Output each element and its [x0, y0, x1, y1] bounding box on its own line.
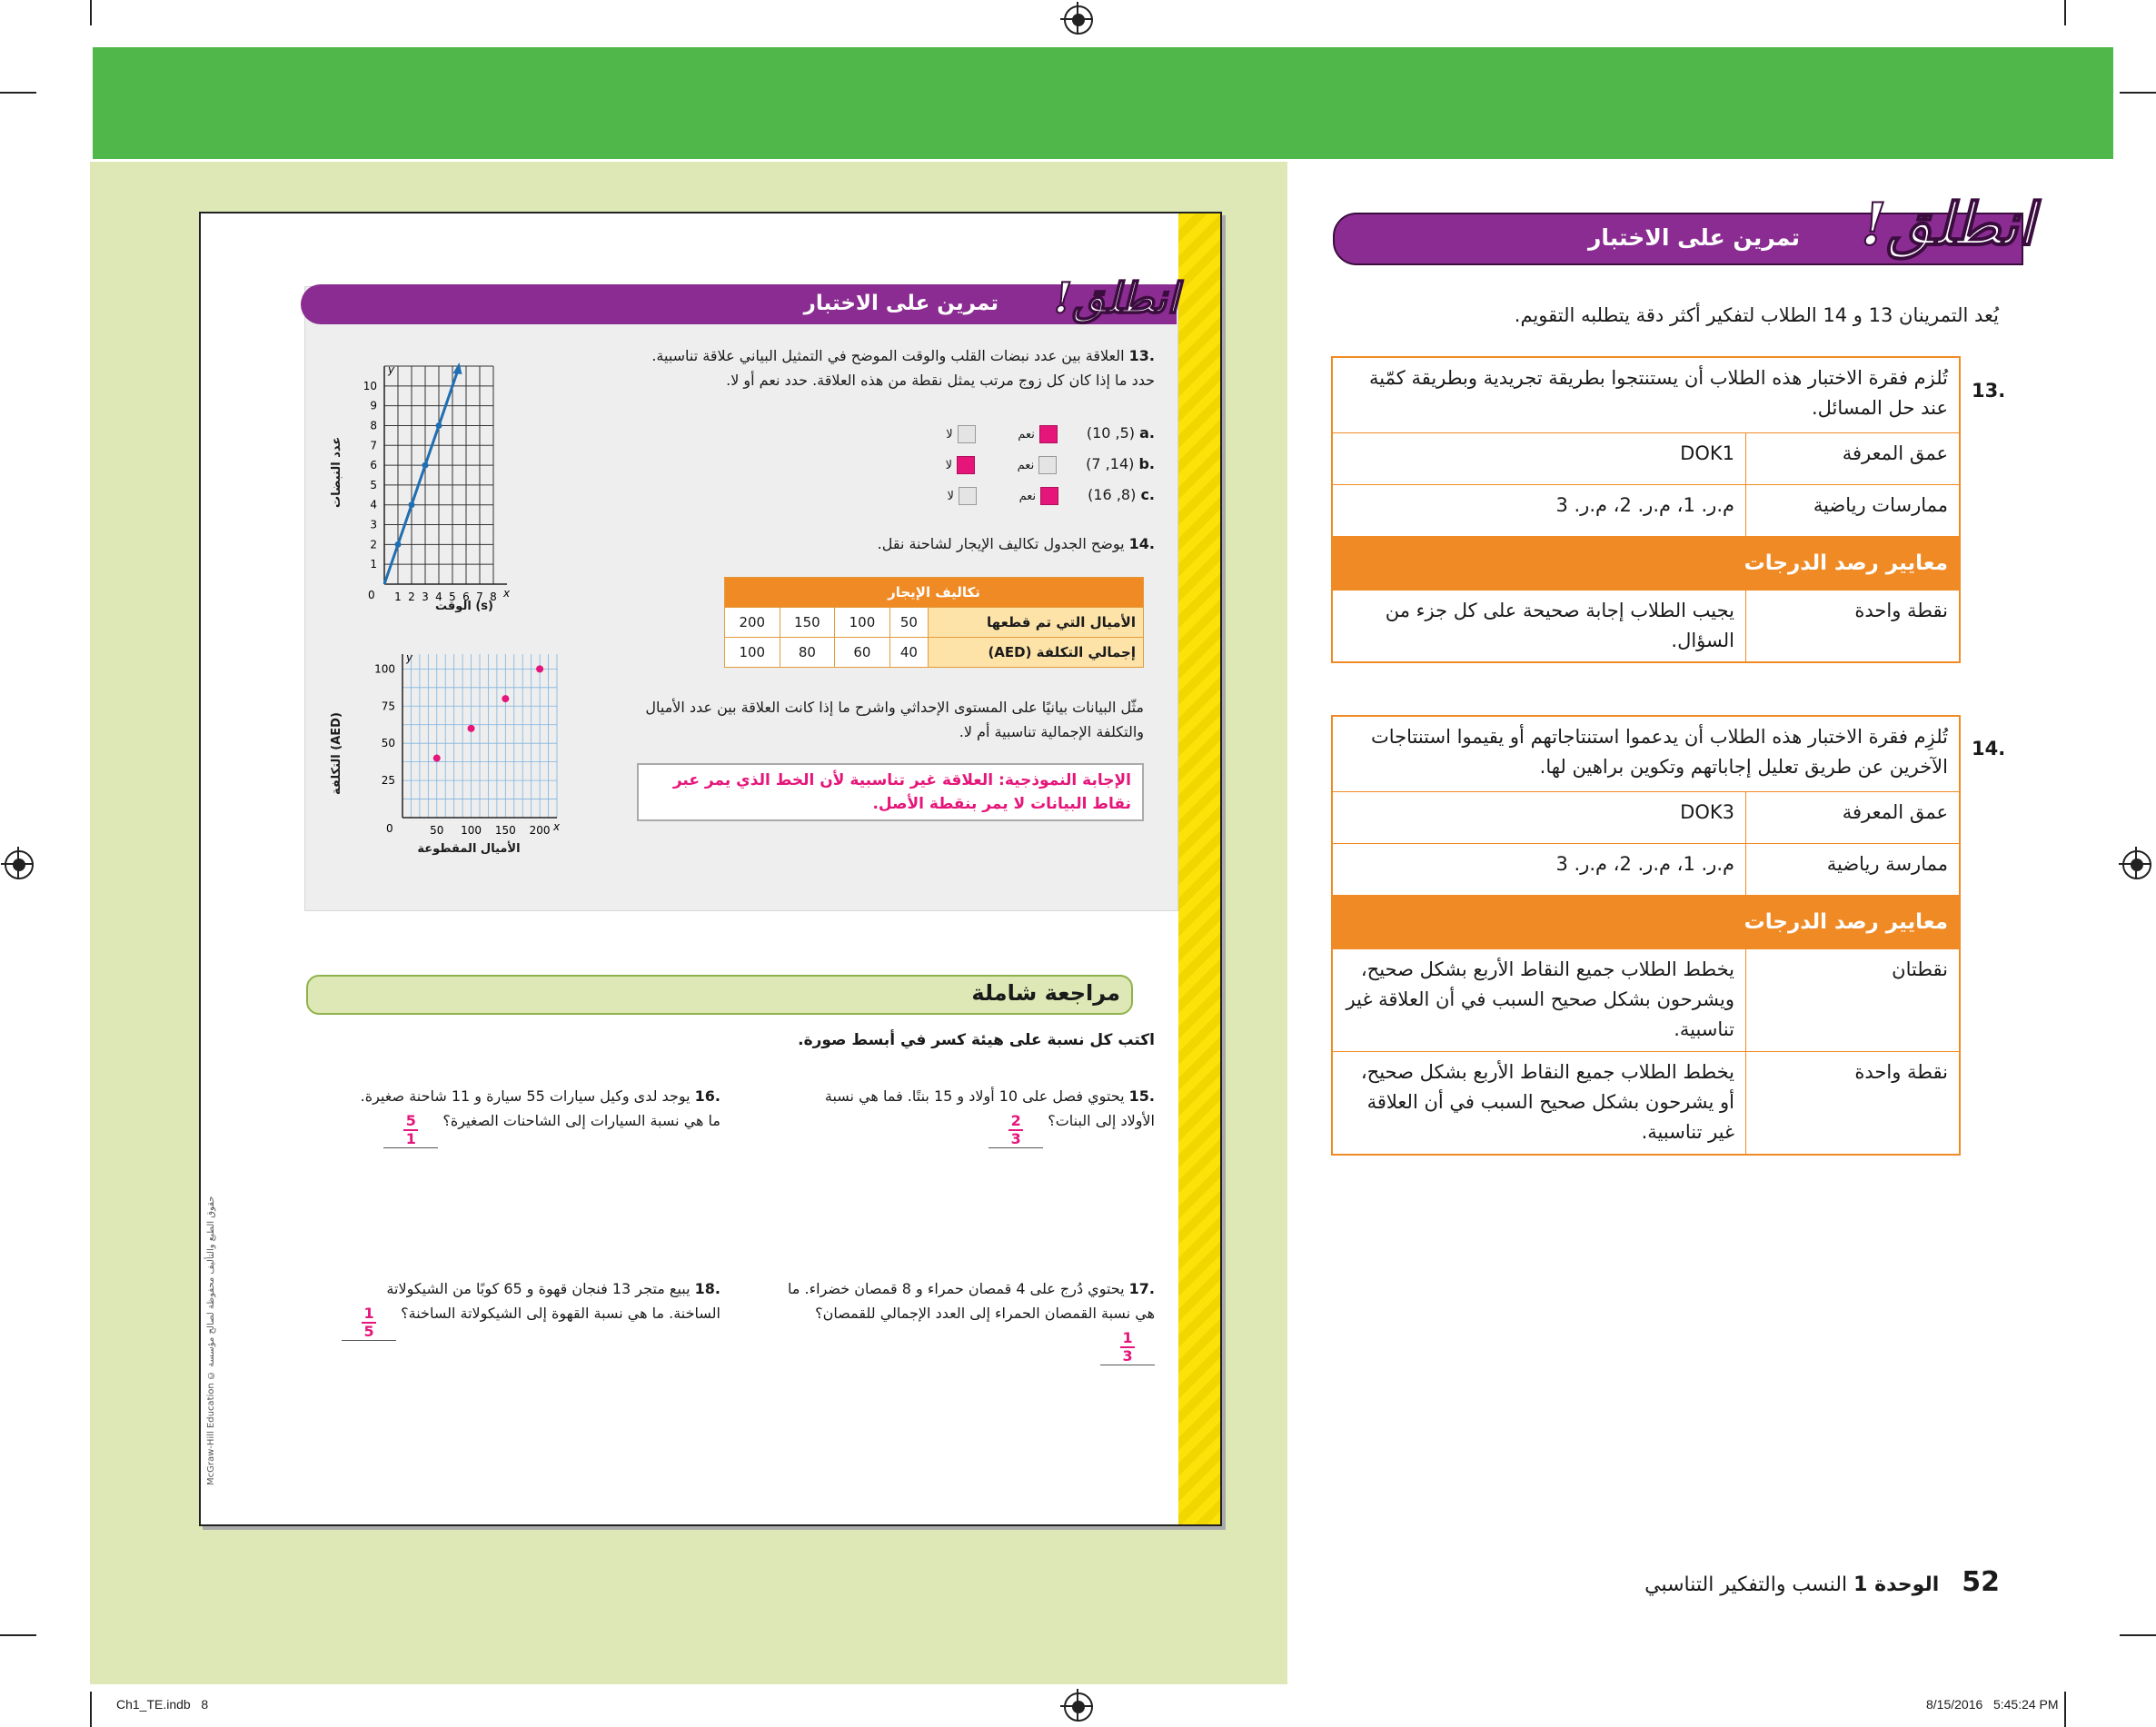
numerator: 1: [363, 1305, 374, 1322]
table-cell: 200: [725, 608, 780, 638]
table-cell: 150: [780, 608, 835, 638]
q13-number: .13: [1128, 347, 1155, 364]
crop-mark: [2064, 0, 2066, 25]
t14-table: [1331, 715, 1961, 1156]
yes-checkbox[interactable]: [1039, 425, 1058, 443]
heartbeat-line-chart: [328, 348, 510, 620]
chart1-ylabel: عدد النبضات: [330, 436, 343, 509]
teacher-banner: [1333, 191, 2034, 265]
data-point: [422, 462, 429, 469]
q13-block: [637, 343, 1155, 392]
test-practice-banner: [301, 273, 1178, 324]
option-letter: .a: [1139, 424, 1155, 442]
y-tick-label: 7: [370, 439, 377, 452]
table-row: [1332, 949, 1960, 1052]
option-pair: (8, 16): [1088, 486, 1137, 503]
y-tick-label: 3: [370, 518, 377, 531]
t13-number: .13: [1972, 380, 2006, 402]
y-tick-label: 6: [370, 459, 377, 472]
practice-value: م.ر. 1، م.ر. 2، م.ر. 3: [1332, 844, 1746, 896]
t14-desc: تُلزِم فقرة الاختبار هذه الطلاب أن يدعموا استنتاجاتهم أو يقيموا استنتاجات الآخرين عن طريق تعليل إجاباتهم وتكوين براهين لها.: [1332, 716, 1960, 792]
copyright-note: McGraw-Hill Education © حقوق الطبع والتأليف محفوظة لصالح مؤسسة: [206, 1196, 216, 1485]
crop-mark: [0, 92, 36, 94]
q17-number: .17: [1128, 1280, 1155, 1297]
x-tick-label: 50: [430, 824, 444, 837]
origin-label: 0: [386, 822, 393, 835]
practice-value: م.ر. 1، م.ر. 2، م.ر. 3: [1332, 485, 1746, 537]
numerator: 1: [1122, 1329, 1133, 1346]
x-tick-label: 7: [476, 591, 483, 603]
y-tick-label: 4: [370, 498, 377, 511]
yes-label: نعم: [1017, 459, 1035, 472]
no-label: لا: [947, 490, 954, 503]
data-point: [395, 541, 402, 548]
q16-block: [357, 1084, 720, 1148]
q16-answer: [383, 1108, 438, 1148]
table-row: [725, 638, 1144, 668]
chart2-ylabel: التكلفة (AED): [330, 712, 343, 796]
rubric-points: نقطة واحدة: [1746, 591, 1961, 663]
data-point: [436, 422, 442, 429]
option-letter: .c: [1140, 486, 1155, 503]
q15-answer: [989, 1108, 1043, 1148]
q15-number: .15: [1128, 1087, 1155, 1105]
q13-options: [864, 421, 1155, 513]
y-tick-label: 10: [363, 379, 377, 392]
crop-mark: [90, 1692, 92, 1727]
rubric-header: معايير رصد الدرجات: [1332, 537, 1960, 591]
table-row: [1332, 1052, 1960, 1156]
denominator: 1: [405, 1130, 416, 1147]
table-cell: 50: [889, 608, 928, 638]
x-axis-letter: x: [553, 820, 561, 833]
registration-mark-icon: [5, 850, 34, 879]
x-tick-label: 200: [529, 824, 551, 837]
q16-text: يوجد لدى وكيل سيارات 55 سيارة و 11 شاحنة صغيرة. ما هي نسبة السيارات إلى الشاحنات الصغيرة؟: [360, 1087, 720, 1129]
unit-title: النسب والتفكير التناسبي: [1644, 1573, 1848, 1596]
no-label: لا: [945, 459, 952, 472]
yellow-edge-strip: [1178, 213, 1220, 1524]
dok-label: عمق المعرفة: [1746, 433, 1961, 485]
rubric-header: معايير رصد الدرجات: [1332, 896, 1960, 949]
t14-number: .14: [1972, 738, 2006, 759]
chart1-xlabel: الوقت (s): [435, 600, 493, 613]
table-row: [1332, 844, 1960, 896]
y-tick-label: 25: [381, 774, 395, 788]
review-banner: [306, 975, 1133, 1015]
data-point: [468, 725, 475, 732]
numerator: 5: [405, 1112, 416, 1129]
x-tick-label: 100: [461, 824, 482, 837]
q17-text: يحتوي دُرج على 4 قمصان حمراء و 8 قمصان خضراء. ما هي نسبة القمصان الحمراء إلى العدد الإجمالي للقمصان؟: [788, 1280, 1155, 1322]
q13-text: العلاقة بين عدد نبضات القلب والوقت الموضح في التمثيل البياني علاقة تناسبية. حدد ما إذا كان كل زوج مرتب يمثل نقطة من هذه العلاقة. حدد نعم أو لا.: [651, 347, 1155, 389]
rubric-desc: يخطط الطلاب جميع النقاط الأربع بشكل صحيح، أو يشرحون بشكل صحيح السبب في أن العلاقة غير تناسبية.: [1332, 1052, 1746, 1156]
q13-option-b: [864, 452, 1155, 482]
table-cell: 40: [889, 638, 928, 668]
review-title: مراجعة شاملة: [971, 980, 1120, 1006]
row-header: إجمالي التكلفة (AED): [929, 638, 1144, 668]
q14-text: يوضح الجدول تكاليف الإيجار لشاحنة نقل.: [877, 535, 1125, 552]
banner-subtitle: تمرين على الاختبار: [803, 292, 999, 315]
yes-label: نعم: [1018, 428, 1035, 442]
x-axis-letter: x: [503, 587, 510, 600]
student-page: [199, 212, 1222, 1526]
denominator: 3: [1010, 1130, 1021, 1147]
dok-label: عمق المعرفة: [1746, 792, 1961, 844]
y-tick-label: 2: [370, 538, 377, 551]
banner-word: انطلق!: [1053, 273, 1178, 323]
row-header: الأميال التي تم قطعها: [929, 608, 1144, 638]
q18-block: [339, 1276, 720, 1341]
option-letter: .b: [1138, 455, 1155, 472]
q14-prompt: مثّل البيانات بيانيًا على المستوى الإحداثي واشرح ما إذا كانت العلاقة بين عدد الأميال والتكلفة الإجمالية تناسبية أم لا.: [645, 699, 1144, 740]
crop-mark: [2064, 1692, 2066, 1727]
data-point: [433, 755, 441, 762]
table-cell: 100: [835, 608, 890, 638]
crop-mark: [90, 0, 92, 25]
rubric-points: نقطة واحدة: [1746, 1052, 1961, 1156]
q13-option-a: [864, 421, 1155, 452]
origin-label: 0: [368, 589, 375, 601]
table-row: [1332, 485, 1960, 537]
page-number: 52: [1962, 1566, 2000, 1598]
crop-mark: [2120, 1634, 2156, 1636]
practice-label: ممارسة رياضية: [1746, 844, 1961, 896]
rubric-desc: يخطط الطلاب جميع النقاط الأربع بشكل صحيح، ويشرحون بشكل صحيح السبب في أن العلاقة غير تناسبية.: [1332, 949, 1746, 1052]
x-tick-label: 6: [462, 591, 470, 603]
rubric-points: نقطتان: [1746, 949, 1961, 1052]
dok-value: DOK1: [1332, 433, 1746, 485]
chart2-xlabel: الأميال المقطوعة: [417, 842, 521, 856]
q16-number: .16: [694, 1087, 720, 1105]
q17-block: [782, 1276, 1155, 1365]
q13-option-c: [864, 482, 1155, 513]
table-row: [1332, 792, 1960, 844]
denominator: 5: [363, 1323, 374, 1340]
review-instruction: اكتب كل نسبة على هيئة كسر في أبسط صورة.: [798, 1031, 1155, 1049]
no-checkbox[interactable]: [957, 456, 975, 474]
x-tick-label: 2: [408, 591, 415, 603]
teacher-intro: يُعد التمرينان 13 و 14 الطلاب لتفكير أكثر دقة يتطلبه التقويم.: [1514, 304, 1999, 326]
table-row: [725, 608, 1144, 638]
table-row: [1332, 433, 1960, 485]
x-tick-label: 8: [490, 591, 497, 603]
no-label: لا: [946, 428, 953, 442]
x-tick-label: 150: [494, 824, 516, 837]
data-point: [502, 695, 509, 702]
q18-text: يبيع متجر 13 فنجان قهوة و 65 كوبًا من الشيكولاتة الساخنة. ما هي نسبة القهوة إلى الشيكولاتة الساخنة؟: [386, 1280, 720, 1322]
model-answer: الإجابة النموذجية: العلاقة غير تناسبية لأن الخط الذي يمر عبر نقاط البيانات لا يمر بنقطة الأصل.: [672, 771, 1131, 813]
dok-value: DOK3: [1332, 792, 1746, 844]
t13-table: [1331, 356, 1961, 663]
y-tick-label: 1: [370, 558, 377, 571]
top-green-band: [93, 47, 2113, 159]
q15-block: [810, 1084, 1155, 1148]
q14-number: .14: [1128, 535, 1155, 552]
model-answer-box: [637, 763, 1144, 821]
yes-checkbox[interactable]: [1040, 487, 1058, 505]
y-tick-label: 100: [374, 662, 395, 676]
banner-subtitle: تمرين على الاختبار: [1588, 224, 1800, 251]
registration-mark-icon: [2122, 850, 2151, 879]
registration-mark-icon: [1064, 5, 1093, 35]
y-tick-label: 8: [370, 419, 377, 432]
x-tick-label: 1: [394, 591, 402, 603]
rental-scatter-chart: [328, 645, 564, 863]
rental-cost-table: [724, 577, 1144, 668]
table-cell: 60: [835, 638, 890, 668]
q18-number: .18: [694, 1280, 720, 1297]
y-tick-label: 9: [370, 399, 377, 412]
table-cell: 100: [725, 638, 780, 668]
q17-answer: [1100, 1325, 1155, 1365]
denominator: 3: [1122, 1347, 1133, 1365]
x-tick-label: 5: [449, 591, 456, 603]
numerator: 2: [1010, 1112, 1021, 1129]
table-row: [1332, 591, 1960, 663]
unit-label: الوحدة 1: [1853, 1573, 1940, 1596]
rubric-desc: يجيب الطلاب إجابة صحيحة على كل جزء من السؤال.: [1332, 591, 1746, 663]
y-tick-label: 50: [381, 737, 395, 750]
table-title: تكاليف الإيجار: [725, 578, 1144, 608]
page-footer: [1644, 1566, 2000, 1598]
crop-mark: [0, 1634, 36, 1636]
crop-mark: [2120, 92, 2156, 94]
y-tick-label: 5: [370, 478, 377, 491]
series-line: [384, 366, 460, 584]
table-cell: 80: [780, 638, 835, 668]
file-name: Ch1_TE.indb 8: [116, 1697, 209, 1712]
yes-checkbox[interactable]: [1038, 456, 1057, 474]
banner-word: انطلق!: [1861, 191, 2034, 259]
q14-block: [637, 531, 1155, 556]
option-pair: (14, 7): [1086, 455, 1135, 472]
q15-text: يحتوي فصل على 10 أولاد و 15 بنتًا. فما هي نسبة الأولاد إلى البنات؟: [824, 1087, 1155, 1129]
y-tick-label: 75: [381, 700, 395, 713]
x-tick-label: 3: [422, 591, 429, 603]
registration-mark-icon: [1064, 1692, 1093, 1722]
y-axis-letter: y: [388, 363, 395, 376]
no-checkbox[interactable]: [958, 425, 976, 443]
data-point: [409, 501, 415, 508]
x-tick-label: 4: [435, 591, 442, 603]
yes-label: نعم: [1018, 490, 1037, 503]
data-point: [536, 665, 543, 672]
q18-answer: [342, 1301, 396, 1341]
y-axis-letter: y: [406, 651, 413, 664]
no-checkbox[interactable]: [959, 487, 977, 505]
practice-label: ممارسات رياضية: [1746, 485, 1961, 537]
t13-desc: تُلزم فقرة الاختبار هذه الطلاب أن يستنتجوا بطريقة تجريدية وبطريقة كمّية عند حل المسائل.: [1332, 357, 1960, 433]
print-timestamp: 8/15/2016 5:45:24 PM: [1926, 1697, 2059, 1712]
line-arrowhead: [453, 362, 462, 374]
option-pair: (5, 10): [1086, 424, 1136, 442]
